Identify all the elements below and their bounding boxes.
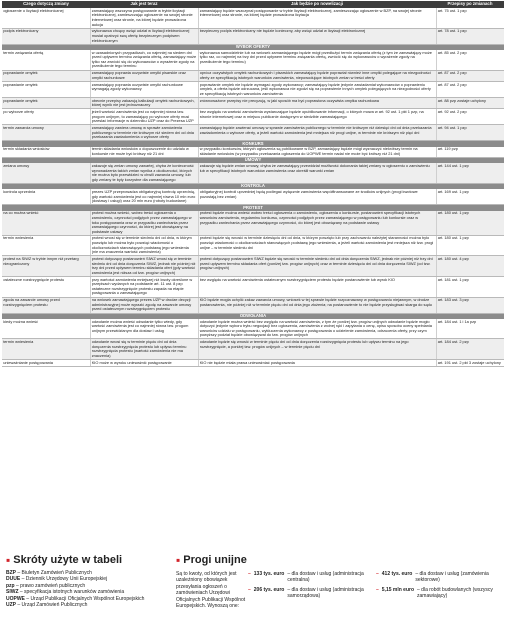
threshold-description: – dla robót budowlanych (wszyscy zamawiający) [417, 586, 493, 600]
abbreviation-value: – prawo zamówień publicznych [16, 582, 86, 589]
cell-now: protest wnosi się w terminie siedmiu dni od dnia, w którym powzięto lub można było powziąć wiadomość o okolicznościach stanowiących podstawę jego wniesienia (nie ma znaczenia wartość zamówienia) [90, 235, 198, 256]
table-row [2, 98, 504, 109]
cell-topic: termin zawarcia umowy [2, 125, 90, 141]
cell-now: w uzasadnionych przypadkach, co najmniej na siedem dni przed upływem terminu związania ofertą, zamawiający może tylko raz zwrócić się do wykonawców o wyrażenie zgody na przedłużenie tego terminu [91, 50, 197, 69]
changes-table [2, 1, 504, 367]
abbreviations-title: ▪ Skróty użyte w tabeli [6, 553, 123, 567]
cell-topic: termin wniesienia [2, 235, 90, 256]
table-row [2, 28, 504, 44]
table-row [2, 50, 504, 70]
cell-topic: poprawianie omyłek [2, 82, 90, 98]
cell-topic: ostateczne rozstrzygnięcie protestu [2, 277, 90, 298]
section-title: ODWOŁANIA [2, 313, 504, 319]
cell-topic: poprawianie omyłek [2, 70, 90, 81]
header-articles: Przepisy po zmianach [436, 1, 504, 8]
abbreviation-value: – Biuletyn Zamówień Publicznych [17, 570, 92, 576]
table-row [2, 211, 504, 236]
cell-after: bez względu na wartość zamówienia ostatecznym rozstrzygnięciem protestu będzie postanowienie lub wyrok KIO [198, 277, 436, 298]
threshold-item [248, 571, 376, 584]
cell-after: wykonawca samodzielnie lub na wniosek zamawiającego będzie mógł przedłużyć termin związania ofertą (z tym że zamawiający może tylko raz, co najmniej na trzy dni przed upływem terminu związania ofertą, zwrócić się do wykonawców o wyrażenie zgody na przedłużenie tego terminu) [198, 50, 436, 70]
cell-topic: kiedy można wnieść [2, 319, 90, 339]
cell-now: odwołanie można wnieść odwołanie tylko wtedy, gdy wartość zamówienia jest co najmniej równa tzw. progom unijnym przewidzianym dla dostaw i usług [90, 319, 198, 339]
threshold-description: – dla dostaw i usług (administracja samorządowa) [287, 586, 364, 600]
cell-articles: art. 184 ust. 1 i 1a pzp [436, 319, 504, 339]
cell-topic: termin wniesienia [2, 339, 90, 360]
abbreviation-value: – specyfikacja istotnych warunków zamówienia [19, 589, 125, 596]
footer-boxes [2, 554, 504, 638]
bullet-icon: ▪ [6, 553, 11, 567]
cell-after: bezpieczny podpis elektroniczny nie będzie konieczny, aby wziąć udział w licytacji elektronicznej [198, 28, 436, 44]
cell-now: odwołanie wnosi się w terminie pięciu dni od dnia doręczenia rozstrzygnięcia protestu lub upływu terminu rozstrzygnięcia protestu (wartość zamówienia nie ma znaczenia) [90, 339, 198, 360]
cell-after: oprócz oczywistych omyłek rachunkowych i pisarskich zamawiający będzie poprawiał również inne omyłki polegające na niezgodności oferty ze specyfikacją istotnych warunków zamówienia, niepowodujące istotnych zmian w treści oferty [198, 70, 436, 81]
bullet-icon: ▪ [176, 553, 181, 567]
table-row [2, 8, 504, 28]
cell-after: zrównoważone przepisy nie precyzują, w jaki sposób ma być poprawiona oczywista omyłka rachunkowa [198, 98, 436, 109]
threshold-item [248, 587, 376, 600]
cell-after: protest będzie się wnosić w terminie dziesięciu dni od dnia, w którym powzięto lub przy zachowaniu należytej staranności można było powziąć wiadomość o okolicznościach stanowiących podstawę jego wniesienia, a jeżeli wartość zamówienia jest mniejsza niż tzw. progi unijne – w terminie siedmiu dni [198, 235, 436, 256]
threshold-item [376, 571, 504, 584]
abbreviation-key: pzp [6, 582, 15, 589]
cell-topic: po wyborze oferty [2, 109, 90, 125]
cell-now: jeżeli wartość zamówienia jest co najmniej równa tzw. progom unijnym, to zamawiający po wyborze oferty musi przesłać informacje w dzienniku UZP oraz do Prezesa UZP [90, 109, 198, 125]
cell-now: wykonawca chcący wziąć udział w licytacji elektronicznej musiał opatrzyć swą ofertę bezpiecznym podpisem elektronicznym [90, 28, 198, 44]
threshold-value: 206 tys. euro [253, 586, 285, 593]
cell-after: protest dotyczący postanowień SIWZ będzie się wnosić w terminie siedmiu dni od dnia doręczenia SIWZ, jednak nie później niż trzy dni przed upływem terminu składania ofert (poniżej tzw. progów unijnych) oraz w terminie dziesięciu dni od dnia doręczenia SIWZ (od tzw. progów unijnych) [198, 256, 436, 277]
table-row [2, 277, 504, 298]
table-body [2, 8, 504, 366]
eu-thresholds-title: ▪ Progi unijne [176, 553, 247, 567]
table-row [2, 189, 504, 204]
cell-after: w przypadku konkursów, których ogłoszenia są publikowane w BZP, zamawiający będzie mógł wyznaczyć niekrótszy termin na składanie wniosków (w przypadku przekazania ogłoszenia do UOPWE termin nadal nie może być krótszy niż 21 dni) [198, 147, 436, 158]
cell-after: poprawianie omyłek nie będzie wymagać zgody wykonawcy; zamawiający będzie jedynie zawiadamiał wykonawców o poprawieniu omyłek, a oferta będzie odrzucana, jeśli wykonawca nie zgodzi się na poprawienie innych omyłek polegających na niezgodności oferty ze specyfikacją istotnych warunków zamówienia [198, 82, 436, 98]
cell-articles: art. 85 ust. 2 pzp [436, 50, 504, 70]
cell-articles: art. 75 ust. 1 pzp [436, 8, 504, 28]
table-row [2, 82, 504, 98]
abbreviation-item [6, 602, 166, 608]
header-after: Jak będzie po nowelizacji [198, 1, 436, 8]
cell-after: protest będzie można wnieść wobec treści ogłoszenia o zamówieniu, ogłoszenia o konkursie, postanowień specyfikacji istotnych warunków zamówienia, regulaminu konkursu, czynności podjętych przez zamawiającego w postępowaniu lub konkursie oraz w przypadku zaniechania przez zamawiającego czynności, do której jest obowiązany na podstawie ustawy [198, 211, 436, 236]
abbreviation-key: SIWZ [6, 589, 19, 596]
cell-topic: unieważnianie postępowania [2, 360, 90, 367]
cell-now: protest dotyczący postanowień SIWZ wnosi się w terminie siedmiu dni od dnia doręczenia SIWZ, jednak nie później niż trzy dni przed upływem terminu składania ofert (gdy wartość zamówienia jest niższa od tzw. progów unijnych) [90, 256, 198, 277]
threshold-value: 133 tys. euro [253, 571, 285, 577]
cell-topic: ogłoszenie o licytacji elektronicznej [2, 8, 90, 28]
table-row [2, 235, 504, 256]
cell-articles: art. 180 ust. 4 pzp [436, 256, 504, 277]
section-title: KONTROLA [2, 184, 504, 190]
cell-topic: termin związania ofertą [2, 50, 90, 70]
table-header-row [2, 1, 504, 8]
cell-now: przy wartości zamówienia mniejszej niż kwoty określone w przepisach wydanych na podstawie art. 11 ust. 8 pzp ostateczne rozstrzygnięcie protestu zapada na etapie postępowania u zamawiającego [90, 277, 198, 298]
cell-articles: art. 183 ust. 3 pzp [436, 297, 504, 313]
cell-now: protest można wnieść, wobec treści ogłoszenia o zamówieniu, czynności podjętych przez zamawiającego w toku postępowania oraz w przypadku zaniechania przez zamawiającego czynności, do której jest obowiązany na podstawie ustawy [90, 211, 198, 236]
thresholds-column-2 [376, 571, 504, 609]
table-row [2, 147, 504, 158]
cell-after: zamawiający będzie wszczynał postępowanie w trybie licytacji elektronicznej, zamieszczając ogłoszenie w BZP, na swojej stronie internetowej oraz stronie, na której będzie prowadzona licytacja [198, 8, 436, 28]
abbreviation-value: – Urząd Publikacji Oficjalnych Wspólnot Europejskich [26, 595, 145, 602]
cell-after: odwołanie będzie się wnosić w terminie pięciu dni od dnia doręczenia rozstrzygnięcia protestu lub upływu terminu na jego rozstrzygnięcie, a poniżej tzw. progów unijnych – w terminie pięciu dni [198, 339, 436, 360]
dash-icon: – [248, 586, 251, 593]
cell-now: prezes UZP przeprowadza obligatoryjną kontrolę uprzednią, gdy wartość zamówienia jest co najmniej równa 10 mln euro (dostawy i usługi) oraz 20 mln euro (roboty budowlane) [90, 189, 198, 204]
cell-topic: podpis elektroniczny [2, 28, 90, 44]
header-topic: Czego dotyczą zmiany [2, 1, 90, 8]
table-row [2, 339, 504, 360]
threshold-value: 5,15 mln euro [381, 586, 415, 593]
cell-topic: protest na SIWZ w trybie innym niż przetarg nieograniczony [2, 256, 90, 277]
abbreviations-list [6, 570, 166, 608]
cell-articles: art. 87 ust. 2 pzp [436, 70, 504, 81]
cell-topic: zmiana umowy [2, 163, 90, 183]
cell-now: zamawiający zawiera umowę w sprawie zamówienia publicznego w terminie nie krótszym niż siedem dni od dnia przekazania zawiadomienia o wyborze oferty [90, 125, 198, 141]
cell-articles: art. 180 ust. 1 pzp [436, 211, 504, 236]
section-title: WYBÓR OFERTY [2, 44, 504, 50]
cell-after: bez względu na wartość zamówienia wystarczające będzie opublikowanie informacji, o których mowa w art. 92 ust. 1 pkt 1 pzp, na stronie internetowej oraz w miejscu publicznie dostępnym w siedzibie zamawiającego [198, 109, 436, 125]
table-row [2, 360, 504, 367]
abbreviations-box [6, 554, 166, 608]
header-now: Jak jest teraz [90, 1, 198, 8]
cell-after: odwołanie będzie można wnieść bez względu na wartość zamówienia, z tym że poniżej tzw. progów unijnych odwołanie będzie mogło dotyczyć jedynie wyboru trybu negocjacji bez ogłoszenia, zamówienia z wolnej ręki i zapytania o cenę, opisu sposobu oceny spełniania warunków udziału w postępowaniu, wykluczenia wykonawcy z postępowania o udzielenie zamówienia, odrzucenia oferty, przy czym powyższy podział będzie obowiązywał do tzw. progów unijnych [198, 319, 436, 339]
table-row [2, 125, 504, 141]
cell-now: obecnie przepisy zakazują kalkulacji omyłek rachunkowych, której wynik nie jest jednoznaczny [90, 98, 198, 109]
section-title: PROTEST [2, 205, 504, 211]
cell-topic: zgoda na zawarcie umowy przed rozstrzygnięciem protestu [2, 297, 90, 313]
cell-articles: art. 180 ust. 1 pzp [436, 235, 504, 256]
cell-topic: kontrola uprzednia [2, 189, 90, 204]
cell-after: KIO nie będzie miała prawa unieważniać postępowania [198, 360, 436, 367]
threshold-item [376, 587, 504, 600]
dash-icon: – [376, 586, 379, 593]
dash-icon: – [376, 571, 379, 577]
dash-icon: – [248, 571, 251, 577]
table-row [2, 256, 504, 277]
cell-now: zakazuje się zmian umowy zawartej, chyba że konieczność wprowadzenia takich zmian wynika z okoliczności, których nie można było przewidzieć w chwili zawarcia umowy, lub gdy zmiany te były korzystne dla zamawiającego [90, 163, 198, 183]
cell-topic: termin składania wniosków [2, 147, 90, 158]
abbreviation-key: BZP [6, 570, 16, 576]
cell-now: zamawiający wszczyna postępowanie w trybie licytacji elektronicznej, zamieszczając ogłoszenie na swojej stronie internetowej oraz stronie, na której będzie prowadzona aukcja [90, 8, 198, 28]
cell-articles: art. 119 pzp [436, 147, 504, 158]
cell-now: zamawiający poprawia oczywiste omyłki pisarskie oraz omyłki rachunkowe [90, 70, 198, 81]
table-row [2, 70, 504, 81]
table-row [2, 109, 504, 125]
section-title: KONKURS [2, 141, 504, 147]
cell-articles: art. 191 ust. 2 pkt 3 zostaje uchylony [436, 360, 504, 367]
cell-topic: poprawianie omyłek [2, 98, 90, 109]
cell-articles: art. 87 ust. 2 pzp [436, 82, 504, 98]
section-title: UMOWY [2, 158, 504, 164]
abbreviation-key: UOPWE [6, 595, 25, 602]
cell-articles: art. 184 ust. 2 pzp [436, 339, 504, 360]
cell-now: termin składania wniosków o dopuszczenie do udziału w konkursie nie może być krótszy niż 21 dni [90, 147, 198, 158]
table-row [2, 297, 504, 313]
abbreviation-key: UZP [6, 602, 16, 609]
eu-thresholds-intro: Są to kwoty, od których jest uzależniony obowiązek przesyłania ogłoszeń o zamówieniach Urzędowi Oficjalnych Publikacji Wspólnot Europejskich. Wynoszą one: [176, 571, 246, 610]
abbreviation-value: – Urząd Zamówień Publicznych [17, 602, 88, 609]
threshold-value: 412 tys. euro [381, 571, 413, 577]
eu-thresholds-box [176, 554, 504, 609]
cell-after: zamawiający będzie zawierać umowę w sprawie zamówienia publicznego w terminie nie krótszym niż dziesięć dni od dnia przekazania zawiadomienia o wyborze oferty, a jeżeli wartość zamówienia jest mniejsza niż progi unijne, w terminie nie krótszym niż pięć dni [198, 125, 436, 141]
threshold-description: – dla dostaw i usług (administracja centralna) [287, 571, 364, 584]
cell-now: KIO może w wyroku unieważnić postępowanie [90, 360, 198, 367]
threshold-description: – dla dostaw i usług (zamówienia sektorowe) [415, 571, 489, 584]
cell-articles: art. 144 ust. 1 pzp [436, 163, 504, 183]
abbreviation-value: – Dziennik Urzędowy Unii Europejskiej [21, 576, 108, 583]
thresholds-column-1 [248, 571, 376, 609]
cell-articles: art. 88 pzp zostaje uchylony [436, 98, 504, 109]
cell-now: zamawiający poprawia oczywiste omyłki rachunkowe wymagają zgody wykonawcy [90, 82, 198, 98]
cell-now: na wniosek zamawiającego prezes UZP w drodze decyzji administracyjnej może wyrazić zgodę na zawarcie umowy przed ostatecznym rozstrzygnięciem protestu [90, 297, 198, 313]
cell-after: obligatoryjnej kontroli uprzedniej będą podlegać wyłącznie zamówienia współfinansowane ze środków unijnych (progi kwotowe pozostają bez zmian) [198, 189, 436, 204]
abbreviation-key: DUUE [6, 576, 21, 583]
cell-articles: art. 92 ust. 2 pzp [436, 109, 504, 125]
cell-articles: art. 169 ust. 1 pzp [436, 189, 504, 204]
table-row [2, 319, 504, 339]
table-row [2, 163, 504, 183]
cell-after: zakazuje się będzie zmian umowy, chyba że zamawiający przewidział możliwość dokonania takiej zmiany w ogłoszeniu o zamówieniu lub w specyfikacji istotnych warunków zamówienia oraz określił warunki zmian [198, 163, 436, 183]
cell-articles: art. 181 ust. 1 pzp [436, 277, 504, 298]
cell-articles: art. 78 ust. 1 pzp [436, 28, 504, 44]
cell-articles: art. 94 ust. 1 pzp [436, 125, 504, 141]
cell-after: KIO będzie mogła uchylić zakaz zawarcia umowy, wniosek w tej sprawie będzie rozpoznawany w postępowaniu niejawnym, w drodze postanowienia, nie później niż w terminie pięciu dni od dnia jego złożenia; na postanowienie to nie będzie przysługiwać skarga do sądu [198, 297, 436, 313]
cell-topic: na co można wnieść [2, 211, 90, 236]
